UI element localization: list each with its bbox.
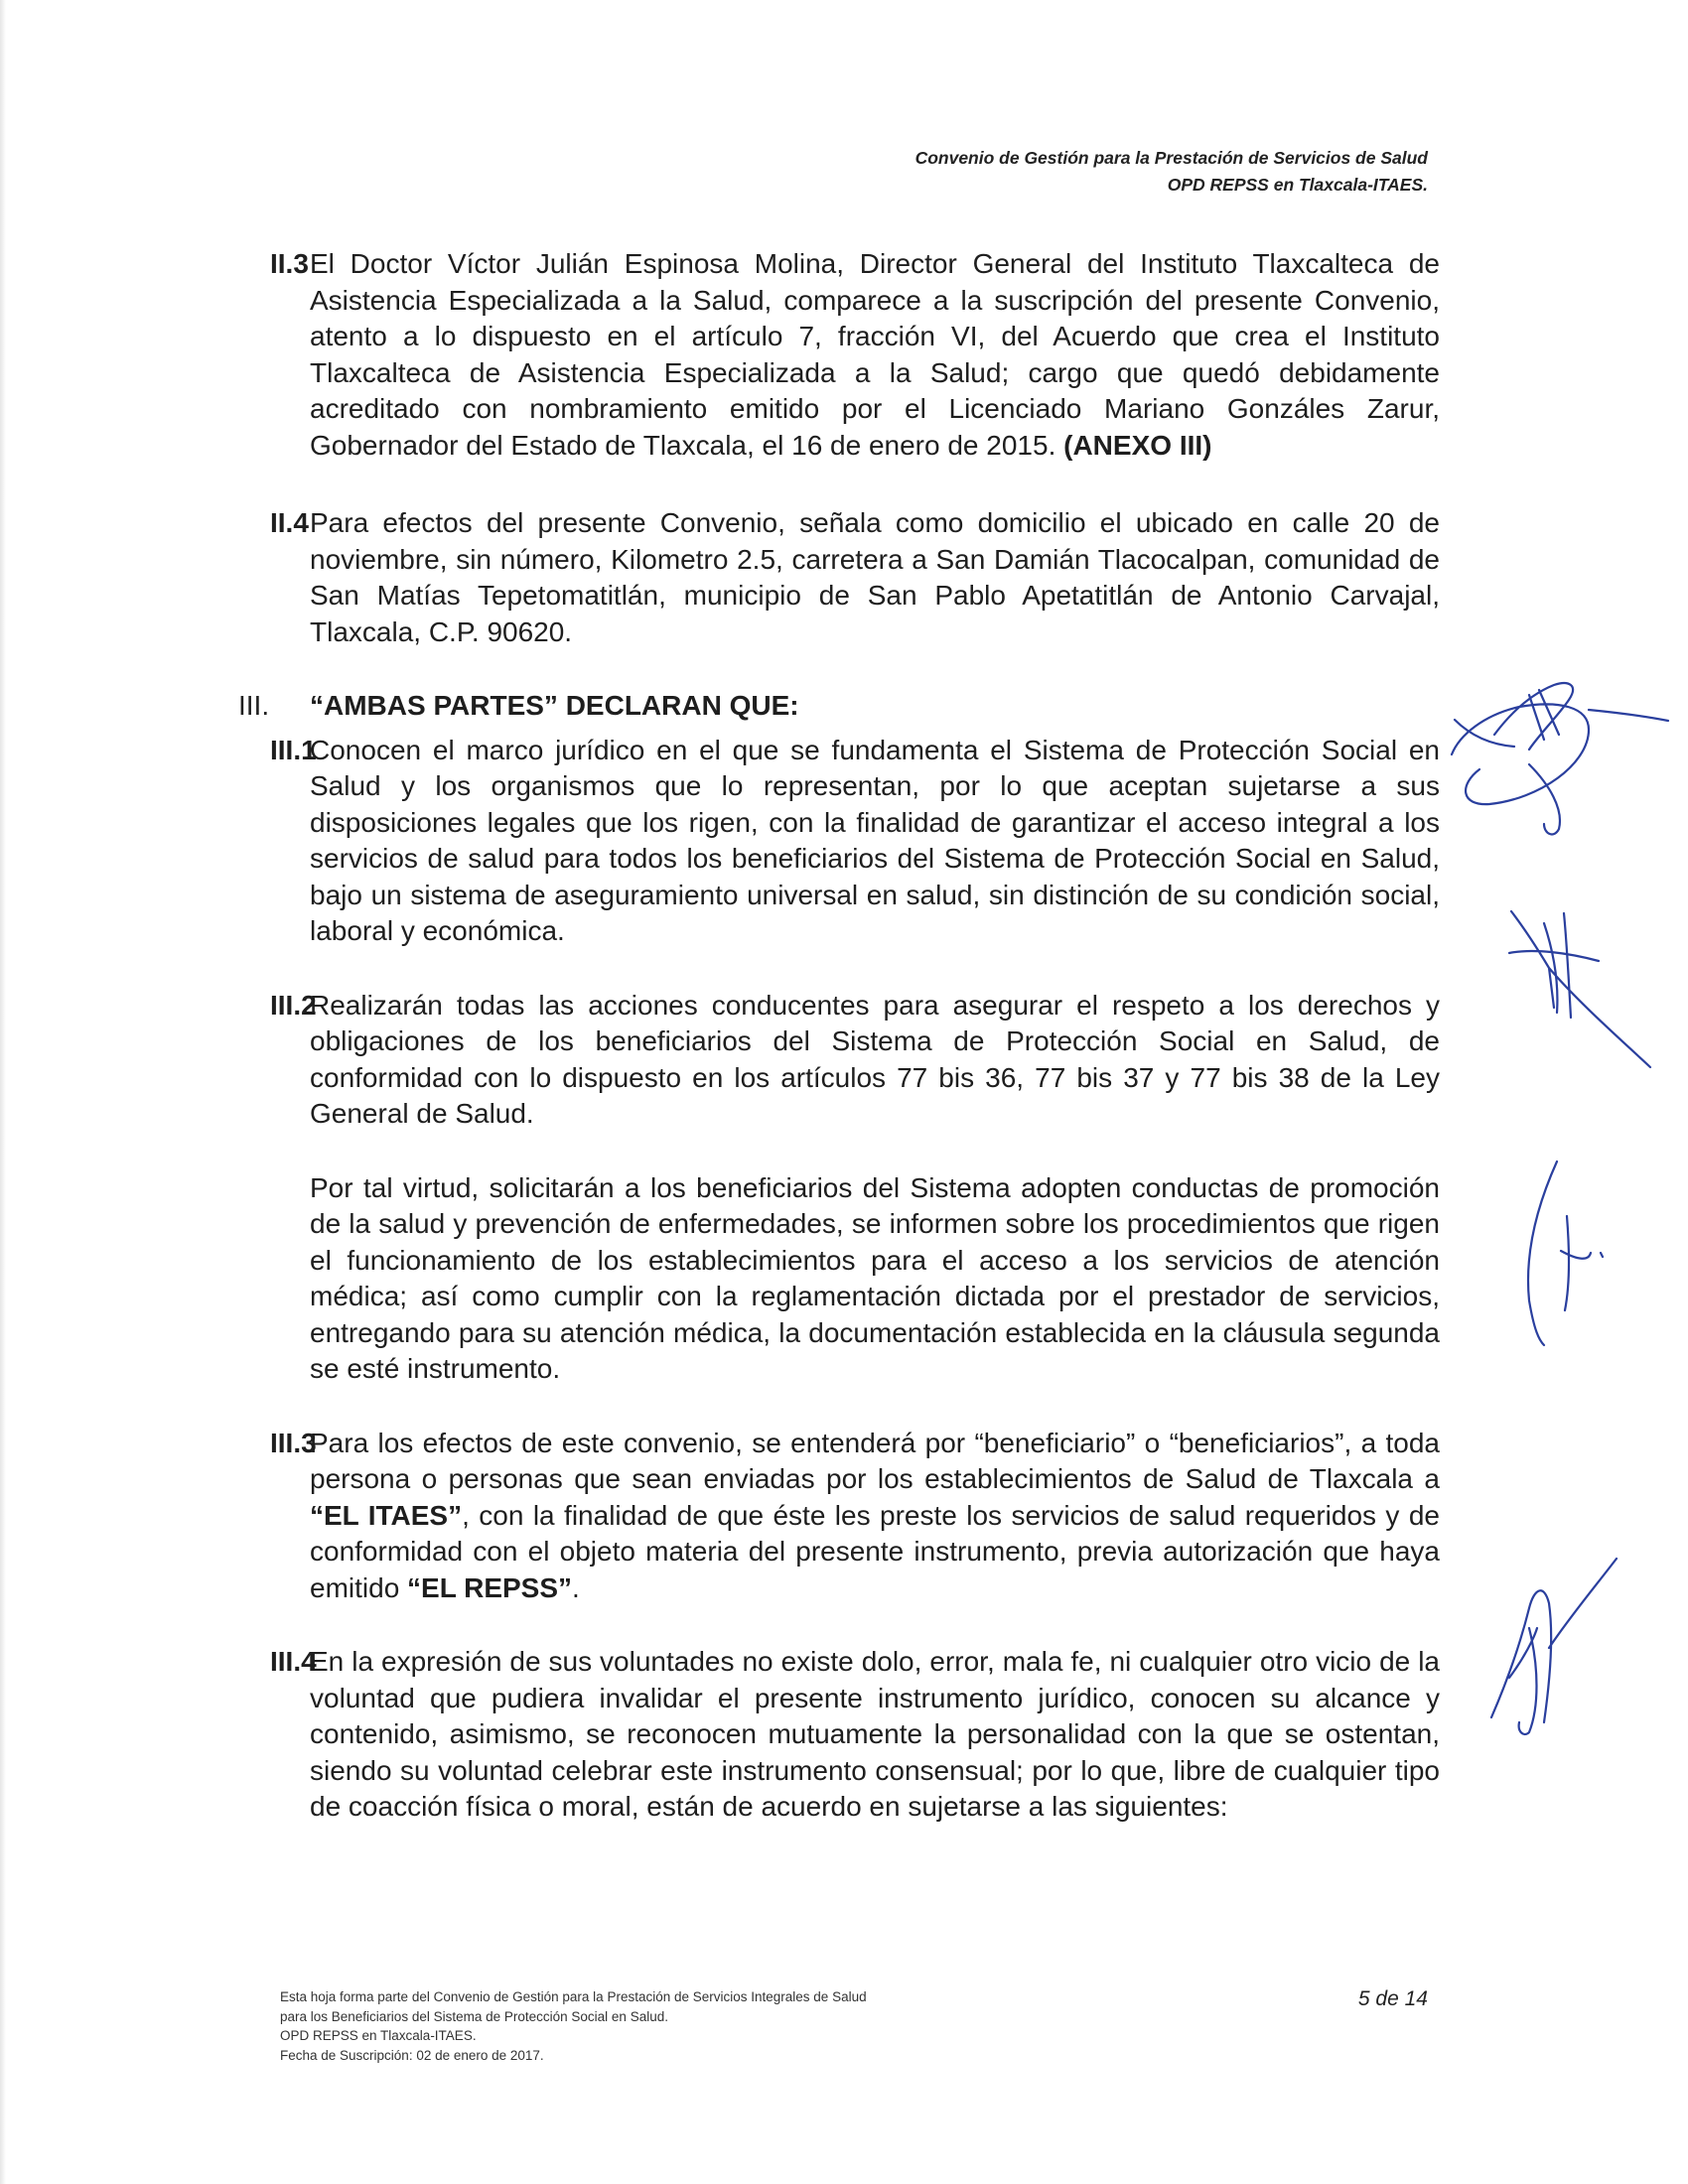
signature-initial-3 (1528, 1161, 1603, 1345)
clause-text: Realizarán todas las acciones conducentes para asegurar el respeto a los derechos y obligaciones de los beneficiarios del Sistema de Protección Social en Salud, de conformidad con lo dispuesto en los artículos 77 bis 36, 77 bis 37 y 77 bis 38 de la Ley General de Salud. (310, 989, 1440, 1129)
clause-text: Para efectos del presente Convenio, señala como domicilio el ubicado en calle 20 de noviembre, sin número, Kilometro 2.5, carretera a San Damián Tlacocalpan, comunidad de San Matías Tepetomatitlán, municipio de San Pablo Apetatitlán de Antonio Carvajal, Tlaxcala, C.P. 90620. (310, 507, 1440, 647)
clause-number: III.1 (270, 734, 317, 765)
clause-number: III.3 (270, 1427, 317, 1458)
footer-line-2: para los Beneficiarios del Sistema de Protección Social en Salud. (280, 2008, 668, 2024)
page-number: 5 de 14 (1357, 1987, 1428, 2010)
footer-line-3: OPD REPSS en Tlaxcala-ITAES. (280, 2028, 477, 2043)
header-line-2: OPD REPSS en Tlaxcala-ITAES. (1167, 175, 1428, 195)
clause-ii-3 (270, 246, 1440, 464)
clause-iii-2-continuation (270, 1170, 1440, 1388)
signature-initial-4 (1491, 1559, 1617, 1734)
clause-iii-3 (270, 1426, 1440, 1607)
clause-text: Por tal virtud, solicitarán a los beneficiarios del Sistema adopten conductas de promoción de la salud y prevención de enfermedades, se informen sobre los procedimientos que rigen el funcionamiento de los establecimientos para el acceso a los servicios de atención médica; así como cumplir con la reglamentación dictada por el prestador de servicios, entregando para su atención médica, la documentación establecida en la cláusula segunda se esté instrumento. (310, 1171, 1440, 1384)
page-footer (280, 1987, 867, 2065)
clause-number: II.4 (270, 507, 309, 538)
signature-initial-1 (1452, 683, 1668, 834)
header-line-1: Convenio de Gestión para la Prestación de Servicios de Salud (914, 148, 1428, 168)
party-name-repss: “EL REPSS” (407, 1571, 573, 1603)
page-header (915, 145, 1428, 199)
clause-text: , con la finalidad de que éste les preste los servicios de salud requeridos y de conformidad con el objeto materia del presente instrumento, previa autorización que haya emitido (310, 1499, 1440, 1603)
section-iii-heading (238, 688, 1440, 725)
clause-number: III.2 (270, 989, 317, 1021)
party-name-itaes: “EL ITAES” (310, 1499, 463, 1531)
clause-number: II.3 (270, 248, 309, 279)
scan-edge (0, 0, 6, 2184)
clause-iii-1 (270, 733, 1440, 950)
clause-text: El Doctor Víctor Julián Espinosa Molina, Director General del Instituto Tlaxcalteca de Asistencia Especializada a la Salud, comparece a la suscripción del presente Convenio, atento a lo dispuesto en el artículo 7, fracción VI, del Acuerdo que crea el Instituto Tlaxcalteca de Asistencia Especializada a la Salud; cargo que quedó debidamente acreditado con nombramiento emitido por el Licenciado Mariano Gonzáles Zarur, Gobernador del Estado de Tlaxcala, el 16 de enero de 2015. (310, 248, 1440, 461)
footer-line-4: Fecha de Suscripción: 02 de enero de 2017. (280, 2047, 544, 2063)
clause-text: . (572, 1571, 580, 1603)
section-roman-numeral: III. (238, 690, 270, 721)
clause-text: En la expresión de sus voluntades no existe dolo, error, mala fe, ni cualquier otro vicio de la voluntad que pudiera invalidar el presente instrumento jurídico, conocen su alcance y contenido, asimismo, se reconocen mutuamente la personalidad con la que se ostentan, siendo su voluntad celebrar este instrumento consensual; por lo que, libre de cualquier tipo de coacción física o moral, están de acuerdo en sujetarse a las siguientes: (310, 1646, 1440, 1822)
clause-text: Para los efectos de este convenio, se entenderá por “beneficiario” o “beneficiarios”, a toda persona o personas que sean enviadas por los establecimientos de Salud de Tlaxcala a (310, 1427, 1440, 1494)
clause-iii-4 (270, 1644, 1440, 1826)
document-body (238, 246, 1440, 1826)
signature-initial-2 (1509, 911, 1650, 1067)
clause-iii-2 (270, 988, 1440, 1133)
footer-line-1: Esta hoja forma parte del Convenio de Gestión para la Prestación de Servicios Integrales de Salud (280, 1989, 867, 2004)
clause-text: Conocen el marco jurídico en el que se fundamenta el Sistema de Protección Social en Salud y los organismos que lo representan, por lo que aceptan sujetarse a sus disposiciones legales que los rigen, con la finalidad de garantizar el acceso integral a los servicios de salud para todos los beneficiarios del Sistema de Protección Social en Salud, bajo un sistema de aseguramiento universal en salud, sin distinción de su condición social, laboral y económica. (310, 734, 1440, 946)
section-title: “AMBAS PARTES” DECLARAN QUE: (310, 690, 799, 721)
clause-ii-4 (270, 505, 1440, 650)
annex-reference: (ANEXO III) (1063, 429, 1212, 461)
clause-number: III.4 (270, 1646, 317, 1677)
